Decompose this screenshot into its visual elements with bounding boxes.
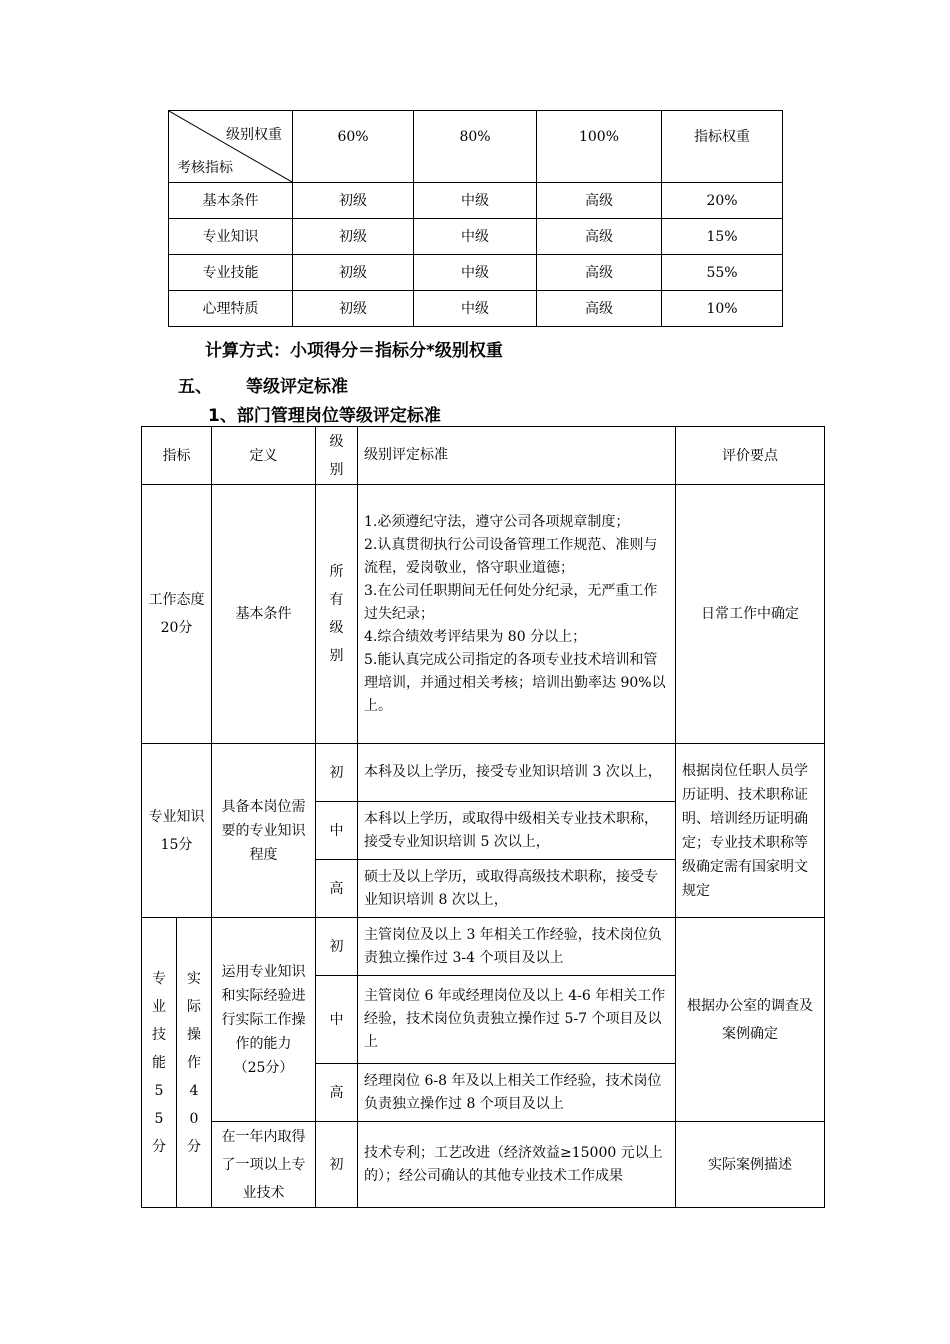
indicator-operation: 实际操作40分: [177, 918, 212, 1208]
calculation-formula: 计算方式：小项得分＝指标分*级别权重: [205, 341, 503, 361]
criteria-cell: 经理岗位 6-8 年及以上相关工作经验，技术岗位负责独立操作过 8 个项目及以上: [358, 1064, 676, 1122]
definition-cell: 在一年内取得了一项以上专业技术: [212, 1122, 316, 1208]
header-level: 级别: [316, 427, 358, 485]
weight-cell: 20%: [662, 183, 783, 219]
table-row: [169, 219, 783, 255]
level-cell: 初级: [293, 183, 414, 219]
level-cell: 所有级别: [316, 485, 358, 744]
level-cell: 初: [316, 1122, 358, 1208]
level-cell: 初级: [293, 219, 414, 255]
definition-cell: 运用专业知识和实际经验进行实际工作操作的能力 （25分）: [212, 918, 316, 1122]
level-cell: 中级: [414, 219, 537, 255]
definition-cell: 基本条件: [212, 485, 316, 744]
table-row: [142, 918, 825, 976]
level-cell: 中: [316, 802, 358, 860]
criteria-cell: 本科以上学历，或取得中级相关专业技术职称，接受专业知识培训 5 次以上，: [358, 802, 676, 860]
weight-cell: 55%: [662, 255, 783, 291]
criteria-item: 2.认真贯彻执行公司设备管理工作规范、准则与流程，爱岗敬业，恪守职业道德；: [364, 536, 658, 576]
header-criteria: 级别评定标准: [358, 427, 676, 485]
table-row: [169, 291, 783, 327]
level-cell: 高级: [537, 219, 662, 255]
weight-cell: 10%: [662, 291, 783, 327]
definition-cell: 具备本岗位需要的专业知识程度: [212, 744, 316, 918]
weight-cell: 15%: [662, 219, 783, 255]
column-header: 80%: [414, 111, 537, 183]
table-row: [169, 255, 783, 291]
table-row: [169, 183, 783, 219]
weight-table: [168, 110, 783, 327]
header-indicator: 考核指标: [177, 160, 233, 176]
criteria-cell: 硕士及以上学历，或取得高级技术职称，接受专业知识培训 8 次以上，: [358, 860, 676, 918]
criteria-cell: 主管岗位及以上 3 年相关工作经验，技术岗位负责独立操作过 3-4 个项目及以上: [358, 918, 676, 976]
table-row: [142, 485, 825, 744]
points-cell: 根据岗位任职人员学历证明、技术职称证明、培训经历证明确定；专业技术职称等级确定需有国家明文规定: [676, 744, 825, 918]
table-row: [142, 1122, 825, 1208]
level-cell: 初级: [293, 291, 414, 327]
indicator-name: 基本条件: [169, 183, 293, 219]
table-row: [142, 744, 825, 802]
criteria-item: 4.综合绩效考评结果为 80 分以上；: [364, 628, 587, 645]
indicator-name: 心理特质: [169, 291, 293, 327]
level-cell: 初: [316, 918, 358, 976]
column-header: 指标权重: [662, 111, 783, 183]
criteria-cell: 主管岗位 6 年或经理岗位及以上 4-6 年相关工作经验，技术岗位负责独立操作过 5-7 个项目及以上: [358, 976, 676, 1064]
points-cell: 实际案例描述: [676, 1122, 825, 1208]
indicator-name: 专业技能: [169, 255, 293, 291]
level-cell: 高级: [537, 255, 662, 291]
criteria-cell: 技术专利；工艺改进（经济效益≥15000 元以上的）；经公司确认的其他专业技术工作成果: [358, 1122, 676, 1208]
header-points: 评价要点: [676, 427, 825, 485]
level-cell: 中级: [414, 183, 537, 219]
header-definition: 定义: [212, 427, 316, 485]
level-cell: 中级: [414, 291, 537, 327]
level-cell: 中级: [414, 255, 537, 291]
level-cell: 高级: [537, 291, 662, 327]
points-cell: 日常工作中确定: [676, 485, 825, 744]
level-cell: 中: [316, 976, 358, 1064]
section-title: 等级评定标准: [246, 377, 348, 397]
section-number: 五、: [178, 377, 212, 397]
level-cell: 初: [316, 744, 358, 802]
section-heading: [178, 372, 348, 397]
table-header-row: [142, 427, 825, 485]
points-cell: 根据办公室的调查及案例确定: [676, 918, 825, 1122]
column-header: 100%: [537, 111, 662, 183]
header-grade-weight: 级别权重: [226, 127, 282, 143]
indicator-skill: 专业技能55分: [142, 918, 177, 1208]
level-cell: 高: [316, 1064, 358, 1122]
level-cell: 高级: [537, 183, 662, 219]
criteria-item: 5.能认真完成公司指定的各项专业技术培训和管理培训，并通过相关考核；培训出勤率达 90%以上。: [364, 651, 666, 714]
indicator-attitude: 工作态度20分: [142, 485, 212, 744]
level-cell: 初级: [293, 255, 414, 291]
column-header: 60%: [293, 111, 414, 183]
criteria-item: 1.必须遵纪守法，遵守公司各项规章制度；: [364, 513, 630, 530]
level-cell: 高: [316, 860, 358, 918]
subsection-heading: 1、部门管理岗位等级评定标准: [208, 406, 441, 426]
criteria-item: 3.在公司任职期间无任何处分纪录，无严重工作过失纪录；: [364, 582, 658, 622]
indicator-name: 专业知识: [169, 219, 293, 255]
criteria-cell: 本科及以上学历，接受专业知识培训 3 次以上，: [358, 744, 676, 802]
criteria-cell: [358, 485, 676, 744]
header-indicator: 指标: [142, 427, 212, 485]
grade-standard-table: [141, 426, 825, 1208]
diagonal-header-cell: [169, 111, 293, 183]
indicator-knowledge: 专业知识15分: [142, 744, 212, 918]
